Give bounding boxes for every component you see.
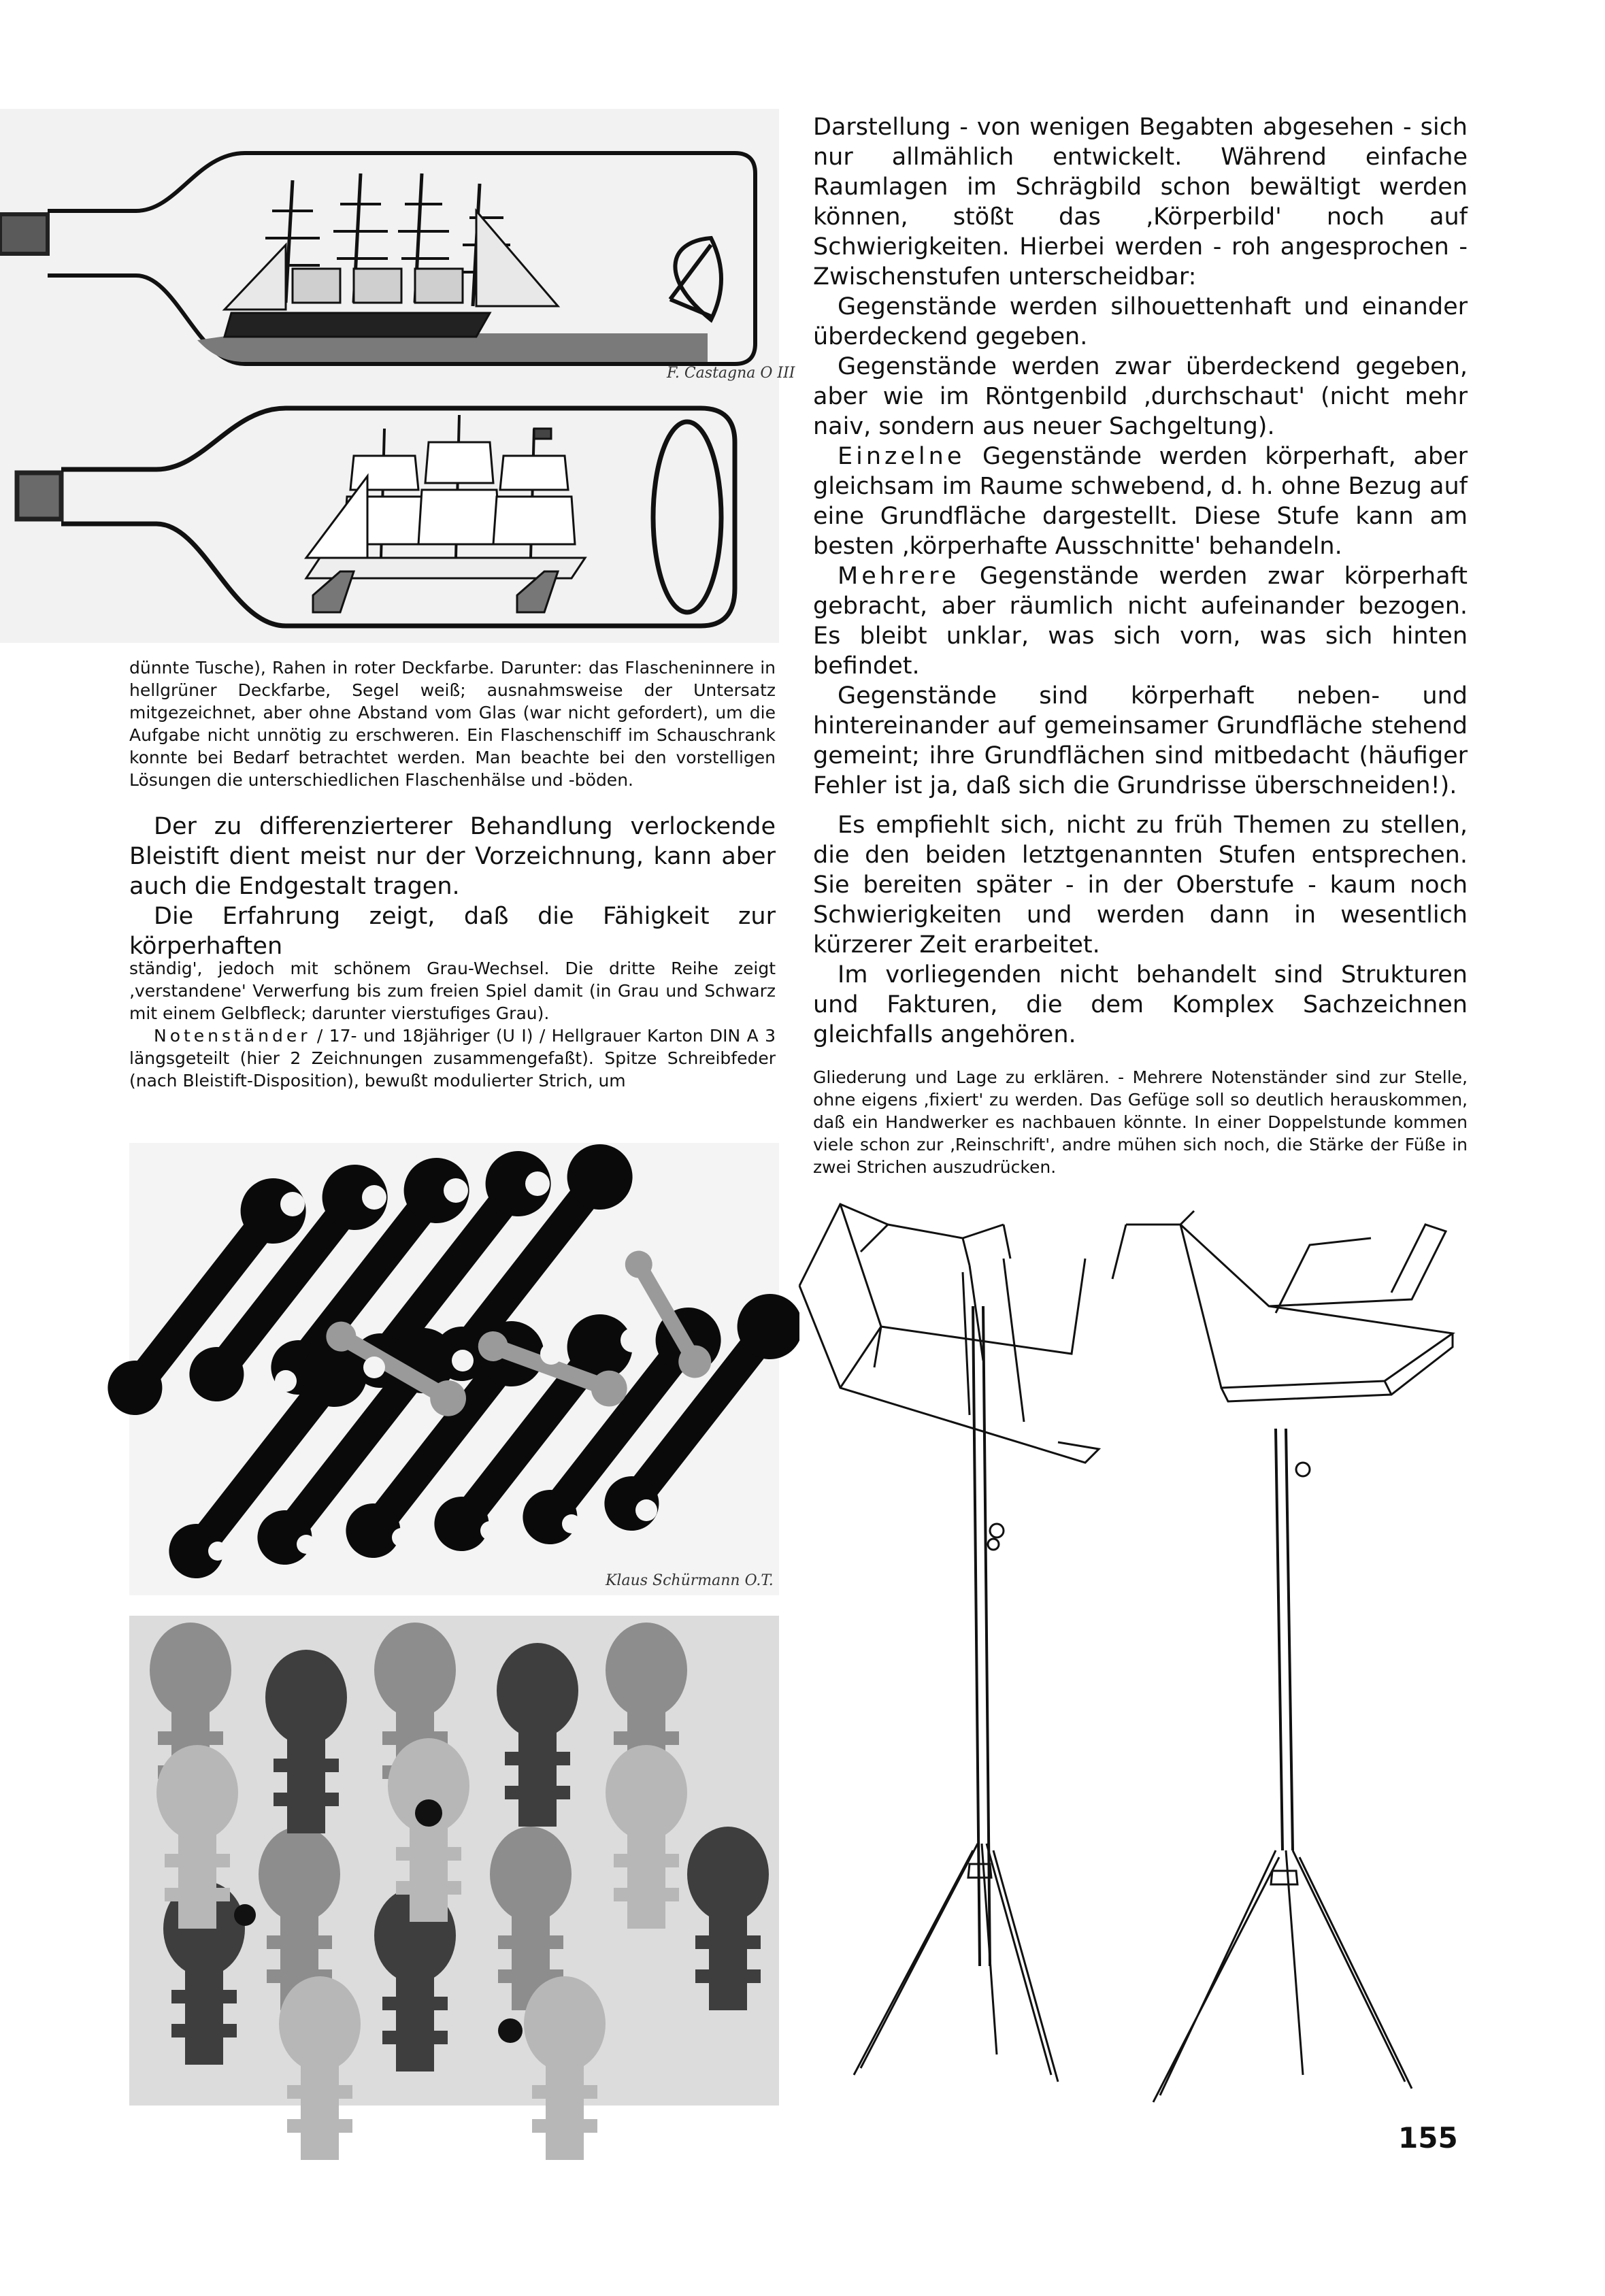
stand-caption-text: / 17- und 18jähriger (U I) / Hellgrauer Karton DIN A 3 längsgeteilt (hier 2 Zeichnungen zusammengefaßt). Spitze Schreibfeder (nach Bleistift-Disposition), bewußt modulierter Strich, um xyxy=(129,1026,776,1091)
body-paragraph-experience: Die Erfahrung zeigt, daß die Fähigkeit zur körperhaften xyxy=(129,903,776,960)
left-column-upper xyxy=(129,656,776,961)
paragraph-xray: Gegenstände werden zwar überdeckend gegeben, aber wie im Röntgenbild ‚durchschaut' (nicht mehr naiv, sondern aus neuer Sachgeltung). xyxy=(813,353,1468,440)
stand-caption-label: Notenständer xyxy=(154,1026,311,1046)
grey-shapes-drawing xyxy=(129,1616,779,2106)
paragraph-representation: Darstellung - von wenigen Begabten abgesehen - sich nur allmählich entwickelt. Während einfache Raumlagen im Schrägbild schon bewältigt werden können, stößt das ‚Körperbild' noch auf Schwierigkeiten. Hierbei werden - roh angesprochen - Zwischenstufen unterscheidbar: xyxy=(813,114,1468,290)
lower-ship xyxy=(306,415,585,612)
paragraph-several-objects xyxy=(813,561,1468,681)
wrench-caption: ständig', jedoch mit schönem Grau-Wechsel. Die dritte Reihe zeigt ‚verstandene' Verwerfung bis zum freien Spiel damit (in Grau und Schwarz mit einem Gelbfleck; darunter vierstufiges Grau). xyxy=(129,959,776,1023)
paragraph-not-covered: Im vorliegenden nicht behandelt sind Strukturen und Fakturen, die dem Komplex Sachzeichnen gleichfalls angehören. xyxy=(813,961,1468,1048)
paragraph-single-objects xyxy=(813,442,1468,561)
ship-in-bottle-drawings xyxy=(0,109,795,643)
music-stand-drawings xyxy=(799,1197,1470,2112)
left-column-lower xyxy=(129,957,776,1092)
upper-ship xyxy=(225,173,558,337)
wrench-silhouette-drawing xyxy=(129,1143,779,1595)
paragraph-ground-plane: Gegenstände sind körperhaft neben- und hintereinander auf gemeinsamer Grundfläche stehend gemeint; ihre Grundflächen sind mitbedacht (häufiger Fehler ist ja, daß sich die Grundrisse überschneiden!). xyxy=(813,682,1468,799)
right-column xyxy=(813,112,1468,1178)
paragraph-several-objects-text: Gegenstände werden zwar körperhaft gebracht, aber räumlich nicht aufeinander bezogen. Es bleibt unklar, was sich vorn, was sich hinten befindet. xyxy=(813,563,1468,680)
paragraph-silhouette: Gegenstände werden silhouettenhaft und einander überdeckend gegeben. xyxy=(813,293,1468,350)
bottle-caption: dünnte Tusche), Rahen in roter Deckfarbe. Darunter: das Flascheninnere in hellgrüner Deckfarbe, Segel weiß; ausnahmsweise der Untersatz mitgezeichnet, aber ohne Abstand vom Glas (war nicht gefordert), um die Aufgabe nicht unnötig zu erschweren. Ein Flaschenschiff im Schauschrank konnte bei Bedarf betrachtet werden. Man beachte bei den vorstelligen Lösungen die unterschiedlichen Flaschenhälse und -böden. xyxy=(129,658,776,790)
music-stand-left xyxy=(799,1204,1099,2082)
page-number: 155 xyxy=(1398,2121,1458,2154)
body-paragraph-pencil: Der zu differenzierterer Behandlung verlockende Bleistift dient meist nur der Vorzeichnung, kann aber auch die Endgestalt tragen. xyxy=(129,813,776,900)
bottle-signature: F. Castagna O III xyxy=(667,365,795,382)
stand-caption-start xyxy=(129,1025,776,1092)
lead-word-several: Mehrere xyxy=(838,563,960,590)
stand-caption-continued: Gliederung und Lage zu erklären. - Mehrere Notenständer sind zur Stelle, ohne eigens ‚fixiert' zu werden. Das Gefüge soll so deutlich herauskommen, daß ein Handwerker es nachbauen könnte. In einer Doppelstunde kommen viele schon zur ‚Reinschrift', andre mühen sich noch, die Stärke der Füße in zwei Strichen auszudrücken. xyxy=(813,1067,1468,1177)
paragraph-recommendation: Es empfiehlt sich, nicht zu früh Themen zu stellen, die den beiden letztgenannten Stufen entsprechen. Sie bereiten später - in der Oberstufe - kaum noch Schwierigkeiten und werden dann in wesentlich kürzerer Zeit erarbeitet. xyxy=(813,812,1468,959)
lead-word-single: Einzelne xyxy=(838,443,965,470)
paragraph-single-objects-text: Gegenstände werden körperhaft, aber gleichsam im Raume schwebend, d. h. ohne Bezug auf eine Grundfläche dargestellt. Diese Stufe kann am besten ‚körperhafte Ausschnitte' behandeln. xyxy=(813,443,1468,560)
wrench-signature: Klaus Schürmann O.T. xyxy=(606,1572,774,1589)
music-stand-right xyxy=(1112,1211,1453,2102)
